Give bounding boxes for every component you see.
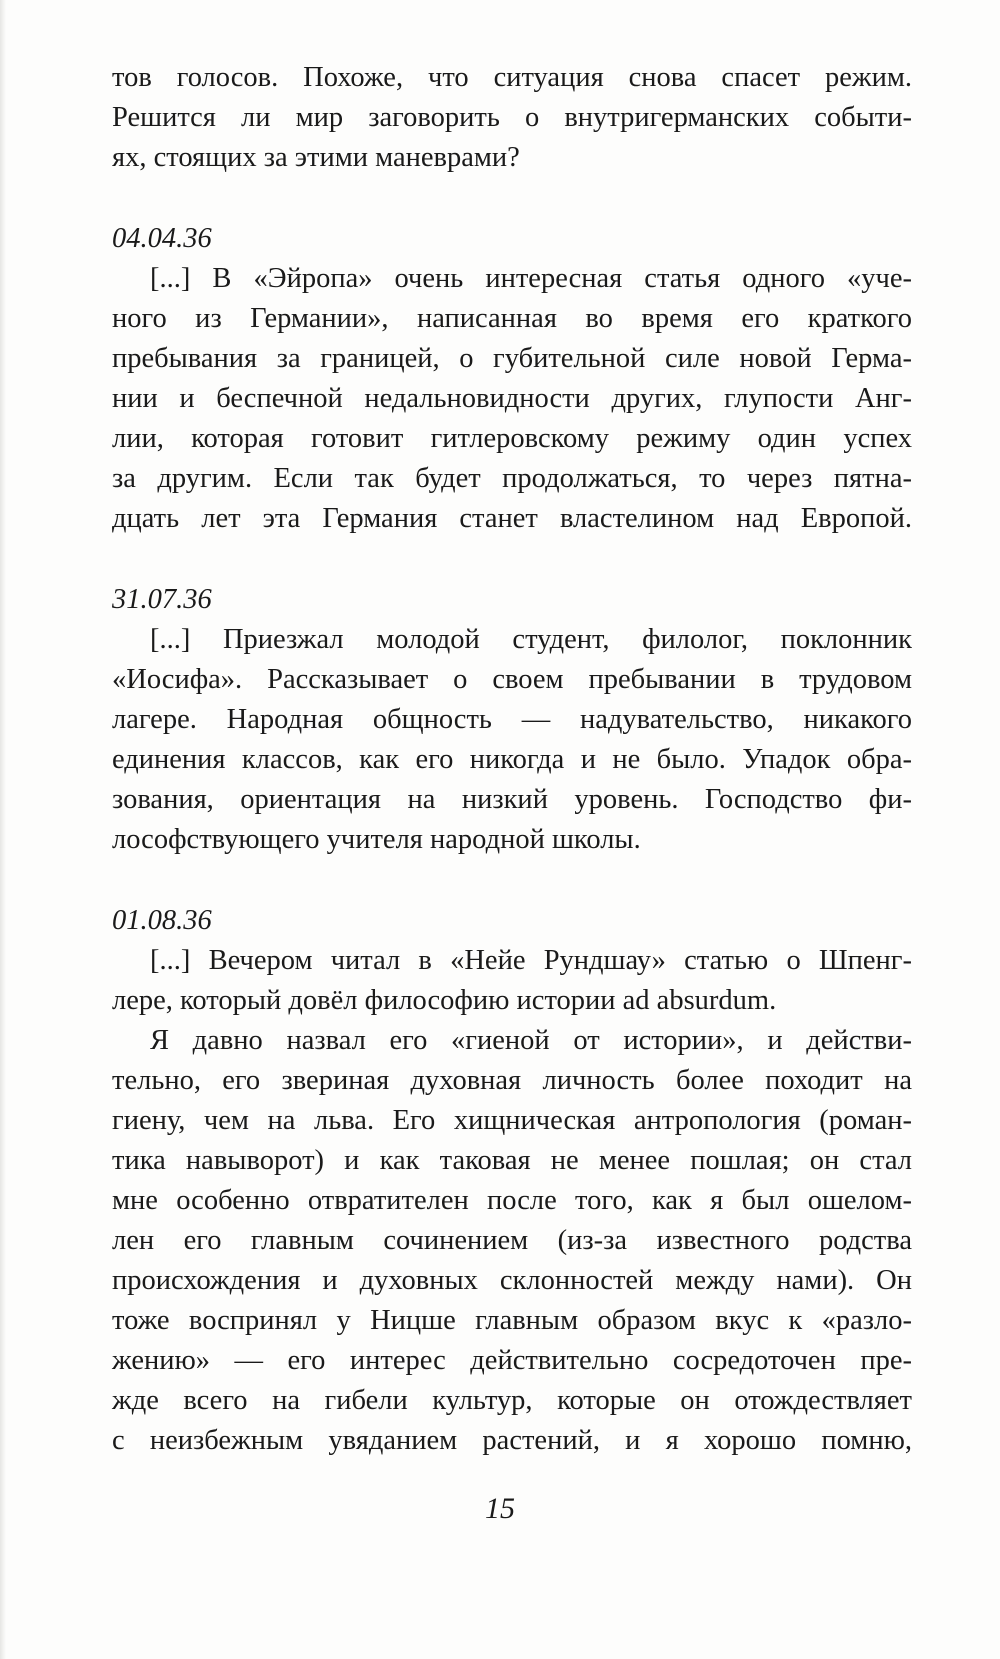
text-line: лере, который довёл философию истории ad absurdum.	[112, 985, 777, 1016]
entry-date: 01.08.36	[112, 905, 212, 936]
text-line: тика навыворот) и как таковая не менее пошлая; он стал	[112, 1145, 912, 1176]
text-line: Решится ли мир заговорить о внутригерманских событи-	[112, 102, 912, 133]
text-line: дцать лет эта Германия станет властелином над Европой.	[112, 503, 912, 534]
text-line: лии, которая готовит гитлеровскому режиму один успех	[112, 423, 912, 454]
entry-gap	[112, 178, 912, 219]
text-line: гиену, чем на льва. Его хищническая антропология (роман-	[112, 1105, 912, 1136]
text-line: ях, стоящих за этими маневрами?	[112, 142, 520, 173]
text-line: [...] Приезжал молодой студент, филолог, поклонник	[150, 624, 912, 655]
text-line: «Иосифа». Рассказывает о своем пребывании в трудовом	[112, 664, 912, 695]
text-line: тов голосов. Похоже, что ситуация снова спасет режим.	[112, 62, 912, 93]
text-line: нии и беспечной недальновидности других, глупости Анг-	[112, 383, 912, 414]
entry-date: 04.04.36	[112, 223, 212, 254]
page-text	[112, 58, 912, 1461]
text-line: с неизбежным увяданием растений, и я хорошо помню,	[112, 1425, 912, 1456]
page-binding-shadow	[0, 0, 6, 1659]
text-line: жению» — его интерес действительно сосредоточен пре-	[112, 1345, 912, 1376]
text-line: [...] В «Эйропа» очень интересная статья одного «уче-	[150, 263, 912, 294]
text-line: тоже воспринял у Ницше главным образом вкус к «разло-	[112, 1305, 912, 1336]
text-line: Я давно назвал его «гиеной от истории», и действи-	[150, 1025, 912, 1056]
page-number: 15	[485, 1492, 515, 1525]
text-line: [...] Вечером читал в «Нейе Рундшау» статью о Шпенг-	[150, 945, 912, 976]
text-line: ного из Германии», написанная во время его краткого	[112, 303, 912, 334]
text-line: лагере. Народная общность — надувательство, никакого	[112, 704, 912, 735]
text-line: единения классов, как его никогда и не было. Упадок обра-	[112, 744, 912, 775]
text-line: жде всего на гибели культур, которые он отождествляет	[112, 1385, 912, 1416]
text-line: происхождения и духовных склонностей между нами). Он	[112, 1265, 912, 1296]
text-line: зования, ориентация на низкий уровень. Господство фи-	[112, 784, 912, 815]
text-line: лософствующего учителя народной школы.	[112, 824, 641, 855]
entry-date: 31.07.36	[112, 584, 212, 615]
entry-gap	[112, 539, 912, 580]
text-line: пребывания за границей, о губительной силе новой Герма-	[112, 343, 912, 374]
text-line: за другим. Если так будет продолжаться, то через пятна-	[112, 463, 912, 494]
text-line: лен его главным сочинением (из-за известного родства	[112, 1225, 912, 1256]
entry-gap	[112, 860, 912, 901]
text-line: мне особенно отвратителен после того, как я был ошелом-	[112, 1185, 912, 1216]
text-line: тельно, его звериная духовная личность более походит на	[112, 1065, 912, 1096]
